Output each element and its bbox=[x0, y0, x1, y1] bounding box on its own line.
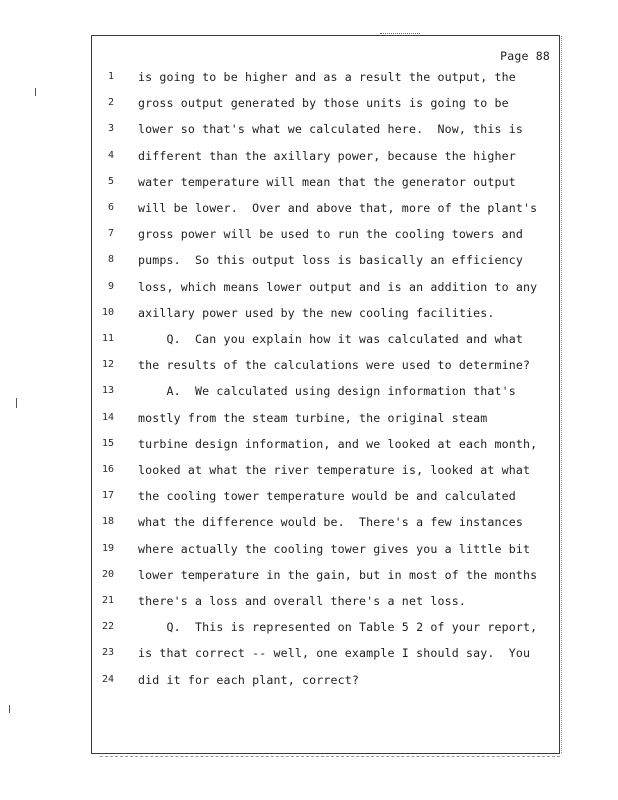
line-number: 19 bbox=[101, 542, 114, 554]
line-text: pumps. So this output loss is basically an efficiency bbox=[138, 253, 524, 268]
line-text: Q. This is represented on Table 5 2 of your report, bbox=[138, 620, 538, 635]
line-text: water temperature will mean that the generator output bbox=[138, 174, 516, 189]
line-text: the results of the calculations were used to determine? bbox=[138, 358, 531, 373]
line-text: what the difference would be. There's a few instances bbox=[138, 515, 524, 530]
line-text: lower temperature in the gain, but in most of the months bbox=[138, 567, 538, 582]
line-number: 13 bbox=[101, 385, 114, 397]
transcript-line bbox=[0, 512, 618, 538]
line-number: 17 bbox=[101, 490, 114, 502]
line-number: 16 bbox=[101, 464, 114, 475]
transcript-line bbox=[0, 565, 618, 591]
line-number: 3 bbox=[107, 123, 114, 135]
left-margin-mark bbox=[9, 705, 10, 713]
line-number: 22 bbox=[101, 621, 114, 633]
line-number: 9 bbox=[107, 280, 114, 292]
line-text: axillary power used by the new cooling facilities. bbox=[138, 305, 495, 320]
line-number: 21 bbox=[101, 595, 114, 606]
line-number: 2 bbox=[107, 97, 114, 109]
line-number: 6 bbox=[107, 202, 114, 213]
transcript-line bbox=[0, 381, 618, 407]
transcript-line bbox=[0, 591, 618, 617]
line-number: 11 bbox=[101, 333, 114, 344]
transcript-line bbox=[0, 224, 618, 250]
line-text: different than the axillary power, because the higher bbox=[138, 148, 516, 163]
transcript-line bbox=[0, 172, 618, 198]
line-text: will be lower. Over and above that, more of the plant's bbox=[138, 201, 538, 215]
line-text: Q. Can you explain how it was calculated and what bbox=[138, 332, 524, 346]
transcript-line bbox=[0, 119, 618, 145]
transcript-line bbox=[0, 643, 618, 669]
line-text: loss, which means lower output and is an addition to any bbox=[138, 279, 538, 294]
transcript-line bbox=[0, 355, 618, 381]
transcript-line bbox=[0, 539, 618, 565]
transcript-line bbox=[0, 277, 618, 303]
line-number: 1 bbox=[107, 71, 114, 82]
line-text: looked at what the river temperature is, looked at what bbox=[138, 463, 531, 477]
transcript-line bbox=[0, 460, 618, 486]
transcript-line bbox=[0, 250, 618, 276]
line-number: 14 bbox=[101, 411, 114, 423]
transcript-line bbox=[0, 146, 618, 172]
transcript-line bbox=[0, 67, 618, 93]
line-text: gross power will be used to run the cooling towers and bbox=[138, 227, 524, 242]
line-number: 10 bbox=[101, 306, 114, 318]
line-text: is going to be higher and as a result the output, the bbox=[138, 70, 516, 84]
line-number: 23 bbox=[101, 647, 114, 659]
bottom-scan-mark bbox=[100, 756, 560, 757]
transcript-line bbox=[0, 329, 618, 355]
line-text: A. We calculated using design information that's bbox=[138, 384, 516, 399]
page-number: Page 88 bbox=[500, 49, 550, 63]
transcript-line bbox=[0, 198, 618, 224]
line-number: 5 bbox=[107, 175, 114, 187]
line-number: 18 bbox=[101, 516, 114, 528]
line-text: gross output generated by those units is going to be bbox=[138, 96, 509, 111]
line-number: 7 bbox=[107, 228, 114, 240]
line-number: 24 bbox=[101, 673, 114, 685]
transcript-line bbox=[0, 434, 618, 460]
line-text: lower so that's what we calculated here. Now, this is bbox=[138, 122, 524, 137]
line-text: where actually the cooling tower gives you a little bit bbox=[138, 541, 531, 556]
transcript-line bbox=[0, 303, 618, 329]
line-text: mostly from the steam turbine, the original steam bbox=[138, 410, 488, 425]
transcript-line bbox=[0, 617, 618, 643]
line-number: 12 bbox=[101, 359, 114, 371]
line-number: 20 bbox=[101, 568, 114, 580]
transcript-line bbox=[0, 93, 618, 119]
line-text: did it for each plant, correct? bbox=[138, 672, 360, 687]
top-scan-mark bbox=[380, 33, 420, 34]
line-text: is that correct -- well, one example I should say. You bbox=[138, 646, 531, 661]
line-number: 15 bbox=[101, 437, 114, 449]
transcript-line bbox=[0, 408, 618, 434]
line-text: the cooling tower temperature would be and calculated bbox=[138, 489, 516, 504]
line-text: there's a loss and overall there's a net loss. bbox=[138, 594, 466, 608]
line-number: 8 bbox=[107, 254, 114, 266]
line-number: 4 bbox=[107, 149, 114, 161]
transcript-line bbox=[0, 670, 618, 696]
line-text: turbine design information, and we looked at each month, bbox=[138, 436, 538, 451]
transcript-line bbox=[0, 486, 618, 512]
